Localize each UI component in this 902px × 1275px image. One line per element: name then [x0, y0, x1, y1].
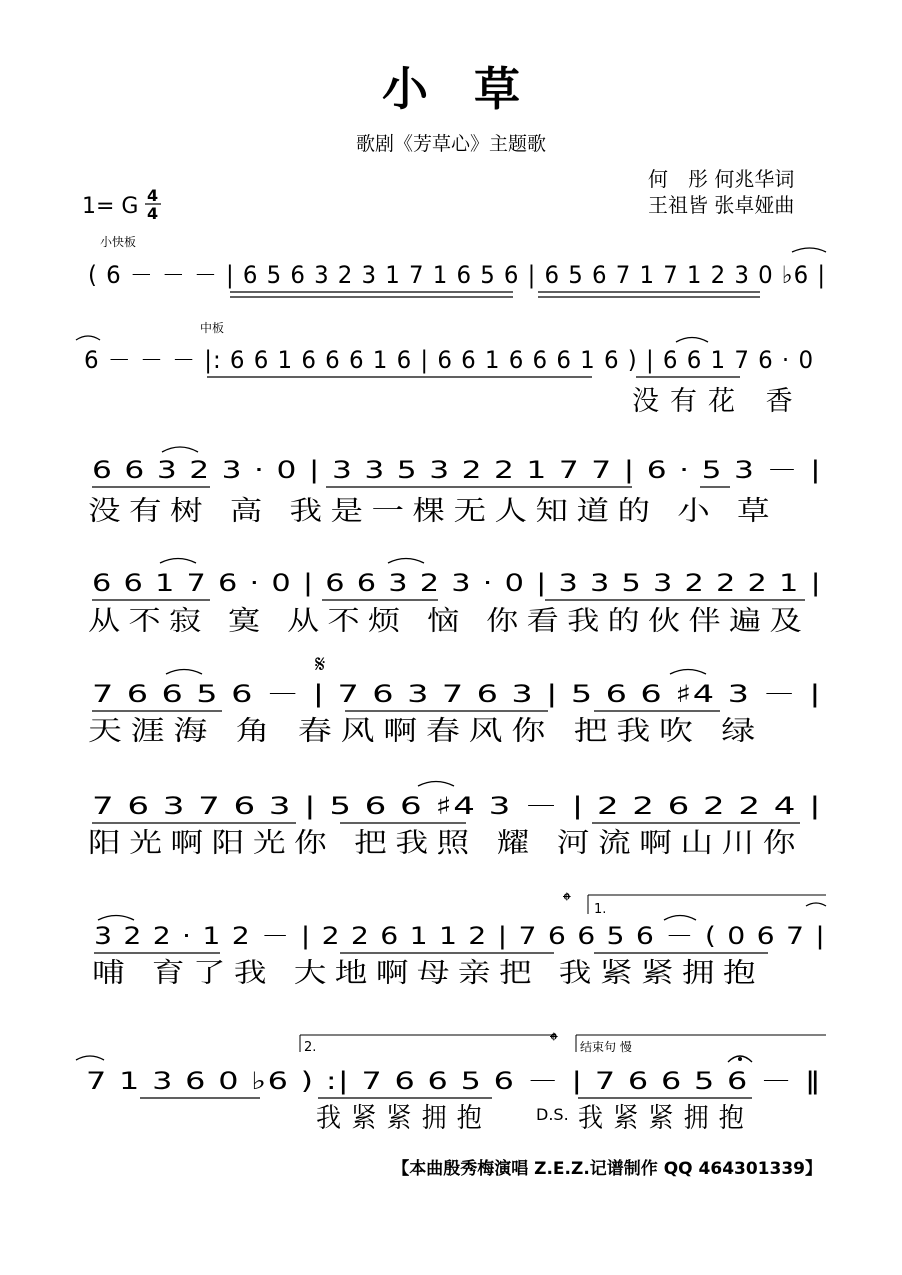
system-8 — [76, 1029, 826, 1134]
system-2 — [76, 320, 814, 417]
tempo-mark-intro: 小快板 — [100, 235, 137, 249]
time-signature-bottom: 4 — [147, 204, 159, 223]
system-4-lyrics: 从不寂 寞 从不烦 恼 你看我的伙伴遍及 — [88, 606, 810, 637]
volta-2-label: 2. — [304, 1040, 317, 1055]
system-3 — [88, 447, 822, 527]
system-8-lyrics: 我紧紧拥抱 — [316, 1103, 492, 1134]
system-6-notes: 7 6 3 7 6 3 | 5 6 6 ♯4 3 － | 2 2 6 2 2 4 | — [92, 792, 822, 820]
system-6 — [88, 782, 822, 860]
lyricist-credit: 何 彤 何兆华词 — [648, 167, 795, 191]
system-5 — [88, 650, 822, 747]
ending-tempo-label: 结束句 慢 — [580, 1040, 632, 1054]
song-title: 小 草 — [382, 62, 520, 116]
time-signature-top: 4 — [147, 186, 159, 205]
system-3-lyrics: 没有树 高 我是一棵无人知道的 小 草 — [88, 496, 778, 527]
system-7 — [92, 889, 826, 989]
system-6-lyrics: 阳光啊阳光你 把我照 耀 河流啊山川你 — [88, 828, 804, 859]
coda-sign-1: 𝄌 — [563, 889, 571, 914]
system-8-notes: 7 1 3 6 0 ♭6 ) :| 7 6 6 5 6 － | 7 6 6 5 6 － ‖ — [86, 1067, 822, 1095]
system-5-lyrics: 天涯海 角 春风啊春风你 把我吹 绿 — [88, 716, 764, 747]
system-3-notes: 6 6 3 2 3 · 0 | 3 3 5 3 2 2 1 7 7 | 6 · 5 3 － | — [92, 456, 822, 484]
system-1-notes: ( 6 － － － | 6 5 6 3 2 3 1 7 1 6 5 6 | 6 5 6 7 1 7 1 2 3 0 ♭6 | — [88, 261, 826, 289]
system-1 — [88, 234, 826, 297]
system-2-notes: 6 － － － |: 6 6 1 6 6 6 1 6 | 6 6 1 6 6 6 1 6 ) | 6 6 1 7 6 · 0 — [84, 346, 814, 374]
coda-sign-2: 𝄌 — [550, 1029, 558, 1054]
key-signature: 1= G — [82, 194, 139, 219]
ending-lyrics: 我紧紧拥抱 — [578, 1103, 754, 1134]
composer-credit: 王祖皆 张卓娅曲 — [648, 193, 795, 217]
system-4-notes: 6 6 1 7 6 · 0 | 6 6 3 2 3 · 0 | 3 3 5 3 2 2 2 1 | — [92, 569, 822, 597]
system-7-lyrics: 哺 育了我 大地啊母亲把 我紧紧拥抱 — [92, 958, 764, 989]
ds-mark: D.S. — [536, 1105, 569, 1124]
system-5-notes: 7 6 6 5 6 － | 7 6 3 7 6 3 | 5 6 6 ♯4 3 － | — [92, 680, 822, 708]
system-4 — [88, 559, 822, 638]
footer-credit: 【本曲殷秀梅演唱 Z.E.Z.记谱制作 QQ 464301339】 — [392, 1159, 822, 1179]
system-7-notes: 3 2 2 · 1 2 － | 2 2 6 1 1 2 | 7 6 6 5 6 － ( 0 6 7 | — [94, 922, 826, 950]
volta-1-label: 1. — [594, 902, 607, 917]
system-2-lyrics: 没有花 香 — [632, 386, 804, 417]
tempo-mark-main: 中板 — [200, 321, 225, 335]
song-subtitle: 歌剧《芳草心》主题歌 — [355, 133, 547, 155]
segno-sign: 𝄋 — [315, 650, 326, 678]
